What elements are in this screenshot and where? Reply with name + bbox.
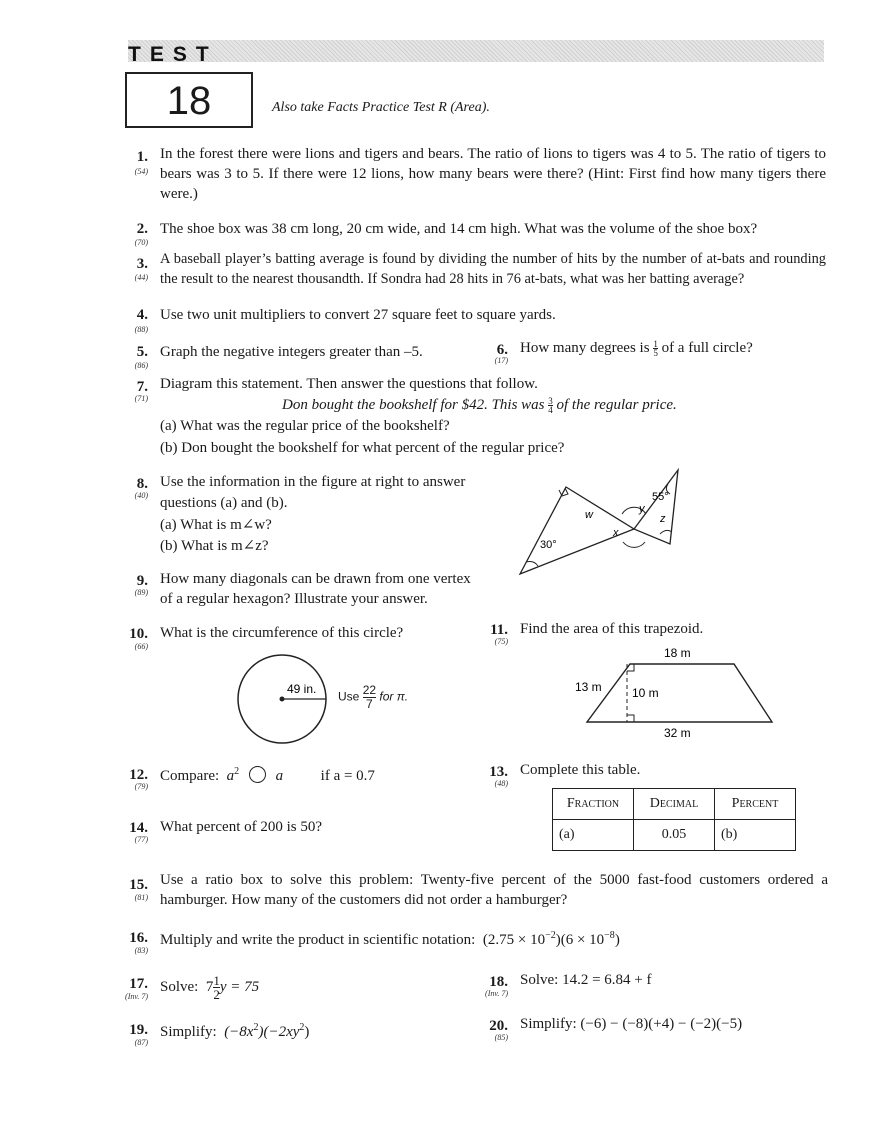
label-z: z: [660, 513, 666, 525]
question-8-line-1: Use the information in the figure at right to answer: [160, 474, 466, 490]
question-ref: (71): [134, 394, 148, 403]
bottom-base-label: 32 m: [664, 726, 691, 740]
question-ref: (48): [494, 779, 508, 788]
question-number: 16.: [129, 930, 148, 946]
trapezoid-figure: [570, 642, 790, 742]
question-1-text: In the forest there were lions and tigers and bears. The ratio of lions to tigers was 4 to 5. The ratio of tigers to bears was 3 to 5. If there were 12 lions, how many bears were there? (Hint: First find how many tigers there were.): [160, 146, 826, 202]
question-number: 5.: [136, 344, 148, 360]
table-row: [553, 820, 796, 851]
question-3-text: A baseball player’s batting average is found by dividing the number of hits by the number of at-bats and rounding the result to the nearest thousandth. If Sondra had 28 hits in 76 at-bats, what was her batting average?: [160, 251, 826, 287]
question-15-text: Use a ratio box to solve this problem: Twenty-five percent of the 5000 fast-food customers ordered a hamburger. How many of the customers did not order a hamburger?: [160, 872, 828, 908]
question-number: 20.: [489, 1018, 508, 1034]
top-base-label: 18 m: [664, 646, 691, 660]
question-ref: (87): [134, 1038, 148, 1047]
question-19-text: Simplify: $(-8x^2)(-2xy^2)$: [160, 1022, 310, 1040]
circle-figure: [236, 652, 336, 752]
question-5-text: Graph the negative integers greater than –5.: [160, 344, 423, 360]
question-ref: (40): [134, 491, 148, 500]
question-4-text: Use two unit multipliers to convert 27 square feet to square yards.: [160, 307, 556, 323]
fraction-three-fourths: $\frac{3}{4}$: [548, 396, 553, 416]
angle-arc-x: [623, 542, 645, 547]
compare-circle: [249, 766, 266, 783]
side-label: 13 m: [575, 680, 602, 694]
fraction-one-fifth: $\frac{1}{5}$: [653, 339, 658, 359]
question-ref: (44): [134, 273, 148, 282]
pi-hint: Use $\frac{22}{7}$ for π.: [338, 683, 409, 711]
question-number: 10.: [129, 626, 148, 642]
question-7-text: Diagram this statement. Then answer the questions that follow.: [160, 376, 538, 392]
fraction-decimal-percent-table: [552, 788, 796, 851]
question-8-part-b: (b) What is m∠z?: [160, 538, 269, 554]
question-ref: (75): [494, 637, 508, 646]
question-13-text: Complete this table.: [520, 762, 641, 778]
cell-percent: (b): [715, 820, 796, 851]
question-number: 11.: [490, 622, 508, 638]
bowtie-triangles-figure: [510, 462, 690, 587]
angle-arc-30: [526, 562, 538, 567]
question-ref: (Inv. 7): [125, 992, 148, 1001]
question-12-text: Compare: $a^2$ a if a = 0.7: [160, 766, 375, 784]
question-ref: (66): [134, 642, 148, 651]
question-number: 17.: [129, 976, 148, 992]
question-ref: (54): [134, 167, 148, 176]
question-7-part-b: (b) Don bought the bookshelf for what percent of the regular price?: [160, 440, 565, 456]
cell-decimal: 0.05: [634, 820, 715, 851]
question-7-part-a: (a) What was the regular price of the bookshelf?: [160, 418, 450, 434]
question-ref: (83): [134, 946, 148, 955]
question-ref: (81): [134, 893, 148, 902]
question-8-line-2: questions (a) and (b).: [160, 495, 288, 511]
question-number: 13.: [489, 764, 508, 780]
angle-arc-z: [660, 530, 672, 534]
question-20-text: Simplify: (−6) − (−8)(+4) − (−2)(−5): [520, 1016, 743, 1032]
question-number: 1.: [136, 149, 148, 165]
fraction-22-7: $\frac{22}{7}$: [362, 683, 377, 711]
header-percent: Percent: [715, 789, 796, 820]
radius-label: 49 in.: [287, 682, 317, 696]
question-8-part-a: (a) What is m∠w?: [160, 517, 272, 533]
question-ref: (88): [134, 325, 148, 334]
question-number: 19.: [129, 1022, 148, 1038]
label-w: w: [585, 509, 593, 521]
center-point: [280, 697, 285, 702]
question-18-text: Solve: 14.2 = 6.84 + f: [520, 972, 652, 988]
question-17-text: Solve: 7 $\frac{1}{2}$ y = 75: [160, 973, 260, 1002]
question-6-text: How many degrees is $\frac{1}{5}$ of a full circle?: [520, 339, 753, 359]
question-2-text: The shoe box was 38 cm long, 20 cm wide, and 14 cm high. What was the volume of the shoe box?: [160, 221, 758, 237]
question-number: 9.: [136, 573, 148, 589]
right-angle-mark-bottom: [627, 715, 634, 722]
cell-fraction: (a): [553, 820, 634, 851]
question-number: 15.: [129, 877, 148, 893]
test-label: TEST: [128, 43, 218, 66]
label-55-degrees: 55°: [652, 491, 669, 503]
fraction-one-half: $\frac{1}{2}$: [213, 973, 220, 1002]
test-number-box: [125, 72, 253, 128]
question-9-line-1: How many diagonals can be drawn from one vertex: [160, 571, 471, 587]
label-y: y: [639, 503, 645, 515]
question-number: 14.: [129, 820, 148, 836]
question-ref: (89): [134, 588, 148, 597]
header-decimal: Decimal: [634, 789, 715, 820]
question-number: 4.: [136, 307, 148, 323]
question-number: 18.: [489, 974, 508, 990]
question-10-text: What is the circumference of this circle?: [160, 625, 404, 641]
question-number: 2.: [136, 221, 148, 237]
label-x: x: [613, 527, 619, 539]
table-header-row: [553, 789, 796, 820]
question-7-statement: Don bought the bookshelf for $42. This was $\frac{3}{4}$ of the regular price.: [282, 396, 677, 416]
question-ref: (86): [134, 361, 148, 370]
question-number: 8.: [136, 476, 148, 492]
question-9-line-2: of a regular hexagon? Illustrate your answer.: [160, 591, 428, 607]
question-16-text: Multiply and write the product in scientific notation: $(2.75 \times 10^{-2})(6 \times 10^{-8})$: [160, 930, 620, 948]
question-ref: (77): [134, 835, 148, 844]
test-number: 18: [166, 79, 212, 123]
question-ref: (79): [134, 782, 148, 791]
header-band: [128, 40, 824, 62]
question-number: 6.: [496, 342, 508, 358]
question-ref: (Inv. 7): [485, 989, 508, 998]
question-ref: (85): [494, 1033, 508, 1042]
question-number: 12.: [129, 767, 148, 783]
facts-practice-note: Also take Facts Practice Test R (Area).: [272, 100, 490, 115]
question-ref: (17): [494, 356, 508, 365]
question-14-text: What percent of 200 is 50?: [160, 819, 323, 835]
question-number: 3.: [136, 256, 148, 272]
question-ref: (70): [134, 238, 148, 247]
height-label: 10 m: [632, 686, 659, 700]
question-11-text: Find the area of this trapezoid.: [520, 621, 704, 637]
label-30-degrees: 30°: [540, 539, 557, 551]
header-fraction: Fraction: [553, 789, 634, 820]
question-number: 7.: [136, 379, 148, 395]
